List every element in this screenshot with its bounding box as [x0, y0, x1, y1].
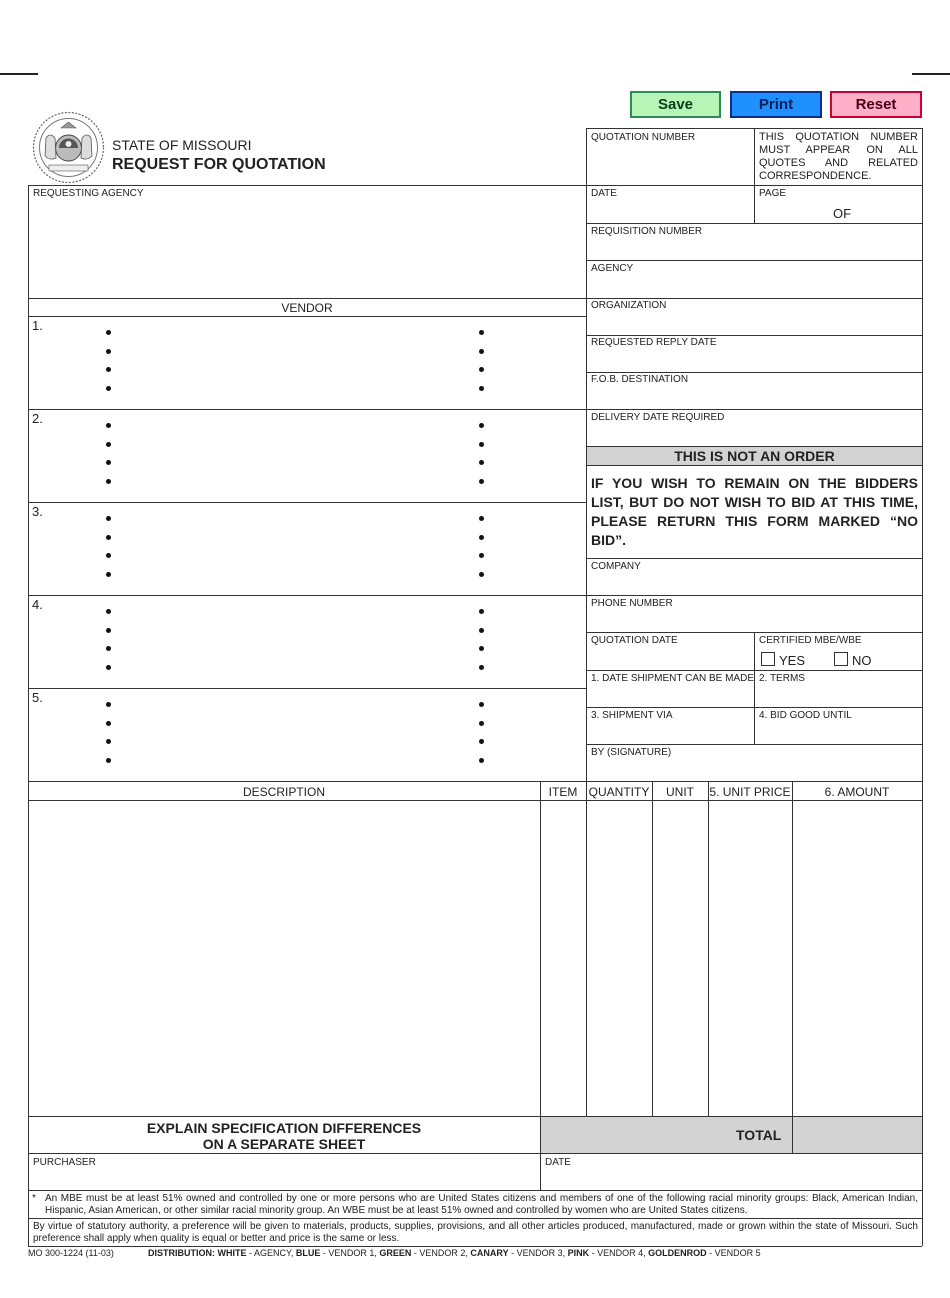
vendor-bullet [479, 609, 484, 614]
vendor-bullet [479, 460, 484, 465]
mbe-yes-label: YES [779, 653, 806, 668]
vendor-bullet [106, 516, 111, 521]
vendor-bullet [479, 367, 484, 372]
description-header: DESCRIPTION [242, 785, 325, 799]
vendor-bullet [479, 739, 484, 744]
vendor-bullet [106, 460, 111, 465]
mbe-no-checkbox[interactable] [834, 652, 848, 666]
date-label: DATE [591, 188, 617, 199]
vendor-bullet [106, 665, 111, 670]
page-title: REQUEST FOR QUOTATION [112, 156, 326, 173]
col-item-left [540, 781, 541, 1190]
distribution-copy: - AGENCY, [246, 1248, 296, 1258]
right-rule [586, 223, 922, 224]
distribution-copy: - VENDOR 4, [589, 1248, 649, 1258]
mbe-footnote: An MBE must be at least 51% owned and controlled by one or more persons who are United States citizens and members of one of the following racial minority groups: Black, American Indian, Hispanic, Asian American, or other similar racial minority group. An WBE must be at least 51% owned and controlled by women who are United States citizens. [45, 1193, 918, 1216]
vendor-bullet [106, 386, 111, 391]
total-bottom [28, 1153, 922, 1154]
distribution-color: PINK [567, 1248, 590, 1258]
mbe-no-label: NO [852, 653, 872, 668]
left-border [28, 185, 29, 1246]
col-amount-left [792, 781, 793, 1153]
page-of-label: OF [833, 206, 852, 221]
mbe-star: * [32, 1193, 36, 1204]
vendor-bullet [106, 572, 111, 577]
footer-bottom [28, 1246, 922, 1247]
right-border [922, 128, 923, 1246]
right-rule [586, 409, 922, 410]
requisition-number-label: REQUISITION NUMBER [591, 226, 703, 237]
crop-mark-left [0, 73, 38, 75]
vendor-bullet [479, 535, 484, 540]
vendor-bullet [106, 479, 111, 484]
spec-differences-line2: ON A SEPARATE SHEET [202, 1136, 366, 1152]
not-an-order-label: THIS IS NOT AN ORDER [674, 448, 835, 464]
vendor-bullet [479, 479, 484, 484]
distribution-copy: - VENDOR 1, [320, 1248, 380, 1258]
vendor-bullet [479, 628, 484, 633]
vendor-number-2: 2. [32, 411, 43, 426]
unit-price-header: 5. UNIT PRICE [709, 785, 791, 799]
vendor-bullet [479, 572, 484, 577]
crop-mark-right [912, 73, 950, 75]
vendor-header: VENDOR [281, 301, 333, 315]
amount-header: 6. AMOUNT [824, 785, 890, 799]
missouri-state-seal-icon [31, 110, 106, 185]
company-label: COMPANY [591, 561, 641, 572]
right-rule [586, 335, 922, 336]
distribution-color: BLUE [295, 1248, 321, 1258]
mbe-yes-checkbox[interactable] [761, 652, 775, 666]
vendor-bullet [106, 442, 111, 447]
center-divider [586, 128, 587, 781]
vendor-bullet [479, 553, 484, 558]
vendor-bullet [479, 386, 484, 391]
distribution-copy: - VENDOR 3, [508, 1248, 568, 1258]
shipment-via-label: 3. SHIPMENT VIA [591, 710, 673, 721]
vendor-bullet [106, 553, 111, 558]
distribution-color: GOLDENROD [648, 1248, 707, 1258]
vendor-header-bottom [28, 316, 586, 317]
vendor-bullet [479, 758, 484, 763]
requested-reply-date-label: REQUESTED REPLY DATE [591, 337, 717, 348]
table-top [28, 781, 922, 782]
vendor-bullet [106, 535, 111, 540]
terms-label: 2. TERMS [759, 673, 805, 684]
vendor-bullet [479, 330, 484, 335]
vendor-bullet [106, 367, 111, 372]
reset-button[interactable]: Reset [830, 91, 922, 118]
vendor-divider-4 [28, 688, 586, 689]
right-rule [586, 372, 922, 373]
vendor-header-top [28, 298, 586, 299]
not-an-order-bottom [586, 465, 922, 466]
print-button[interactable]: Print [730, 91, 822, 118]
state-name: STATE OF MISSOURI [112, 137, 252, 153]
vendor-bullet [106, 721, 111, 726]
bid-good-until-label: 4. BID GOOD UNTIL [759, 710, 852, 721]
distribution-color: CANARY [470, 1248, 509, 1258]
vendor-bullet [106, 423, 111, 428]
vendor-bullet [479, 349, 484, 354]
vendor-divider-2 [28, 502, 586, 503]
table-header-bottom [28, 800, 922, 801]
right-rule [586, 744, 922, 745]
purchaser-date-label: DATE [545, 1157, 571, 1168]
vendor-bullet [106, 739, 111, 744]
total-label: TOTAL [736, 1127, 782, 1143]
vendor-bullet [479, 442, 484, 447]
unit-header: UNIT [666, 785, 694, 799]
vendor-number-1: 1. [32, 318, 43, 333]
phone-number-label: PHONE NUMBER [591, 598, 673, 609]
signature-label: BY (SIGNATURE) [591, 747, 672, 758]
agency-label: AGENCY [591, 263, 634, 274]
col-qty-left [586, 781, 587, 1116]
vendor-bullet [479, 423, 484, 428]
save-button[interactable]: Save [630, 91, 721, 118]
mbe-divider [754, 632, 755, 744]
item-header: ITEM [548, 785, 578, 799]
quotation-date-label: QUOTATION DATE [591, 635, 678, 646]
vendor-number-3: 3. [32, 504, 43, 519]
distribution-color: WHITE [217, 1248, 247, 1258]
distribution-copy: - VENDOR 5 [706, 1248, 761, 1258]
vendor-bullet [479, 702, 484, 707]
vendor-bullet [106, 330, 111, 335]
certified-mbe-wbe-label: CERTIFIED MBE/WBE [759, 635, 862, 646]
purchaser-label: PURCHASER [33, 1157, 96, 1168]
right-rule [586, 298, 922, 299]
date-shipment-label: 1. DATE SHIPMENT CAN BE MADE [591, 673, 754, 684]
right-rule [586, 595, 922, 596]
vendor-bullet [479, 516, 484, 521]
vendor-divider-1 [28, 409, 586, 410]
no-bid-notice: IF YOU WISH TO REMAIN ON THE BIDDERS LIST, BUT DO NOT WISH TO BID AT THIS TIME, PLEASE RETURN THIS FORM MARKED “NO BID”. [591, 475, 918, 548]
left-top-rule [28, 185, 586, 186]
quotation-note: THIS QUOTATION NUMBER MUST APPEAR ON ALL QUOTES AND RELATED CORRESPONDENCE. [759, 131, 918, 182]
col-price-left [708, 781, 709, 1116]
distribution-label: DISTRIBUTION: [148, 1248, 215, 1258]
vendor-number-4: 4. [32, 597, 43, 612]
vendor-number-5: 5. [32, 690, 43, 705]
distribution-copy: - VENDOR 2, [411, 1248, 471, 1258]
vendor-bullet [479, 665, 484, 670]
vendor-divider-3 [28, 595, 586, 596]
footer-divider [28, 1218, 922, 1219]
purchaser-bottom [28, 1190, 922, 1191]
distribution-line [148, 1248, 761, 1258]
preference-note: By virtue of statutory authority, a preference will be given to materials, products, supplies, provisions, and all other articles produced, manufactured, made or grown within the state of Missouri. Such preference shall apply when quality is equal or better and price is the same or less. [33, 1221, 918, 1244]
form-number: MO 300-1224 (11-03) [28, 1248, 114, 1258]
delivery-date-required-label: DELIVERY DATE REQUIRED [591, 412, 725, 423]
vendor-bullet [106, 702, 111, 707]
vendor-bullet [479, 721, 484, 726]
spec-differences-line1: EXPLAIN SPECIFICATION DIFFERENCES [146, 1120, 422, 1136]
total-band [541, 1117, 922, 1153]
requesting-agency-label: REQUESTING AGENCY [33, 188, 144, 199]
page-label: PAGE [759, 188, 787, 199]
quote-note-divider [754, 128, 755, 223]
vendor-bullet [479, 646, 484, 651]
vendor-bullet [106, 628, 111, 633]
organization-label: ORGANIZATION [591, 300, 667, 311]
right-rule [586, 558, 922, 559]
distribution-color: GREEN [379, 1248, 412, 1258]
quotation-number-label: QUOTATION NUMBER [591, 132, 696, 143]
vendor-bullet [106, 646, 111, 651]
quantity-header: QUANTITY [588, 785, 650, 799]
vendor-bullet [106, 349, 111, 354]
col-unit-left [652, 781, 653, 1116]
right-rule [586, 260, 922, 261]
distribution-list [218, 1248, 761, 1258]
fob-destination-label: F.O.B. DESTINATION [591, 374, 689, 385]
vendor-bullet [106, 758, 111, 763]
vendor-bullet [106, 609, 111, 614]
